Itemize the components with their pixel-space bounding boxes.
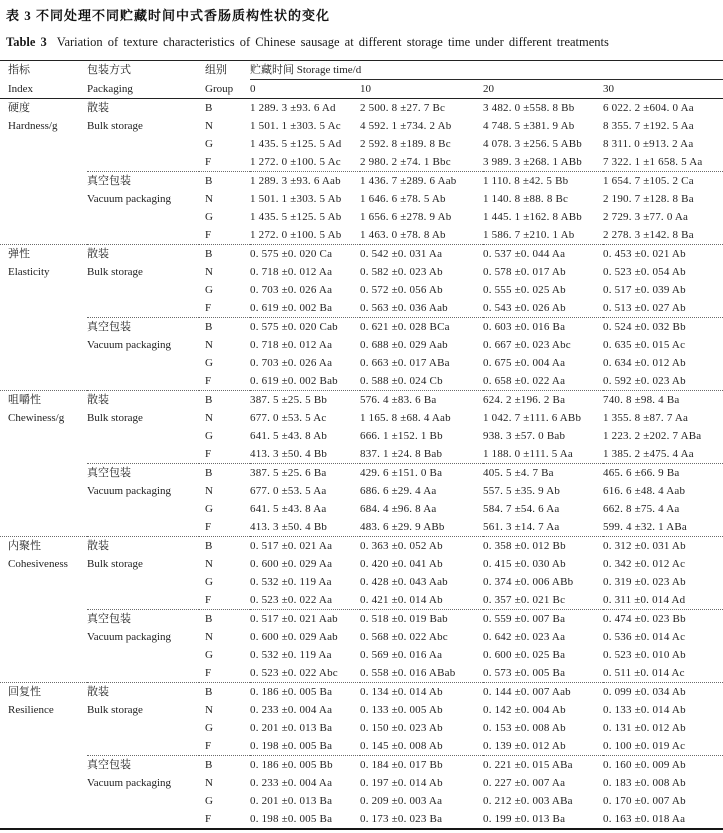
table-row <box>0 464 723 483</box>
value-cell: 1 289. 3 ±93. 6 Ad <box>250 102 336 114</box>
index-label-cn: 内聚性 <box>8 540 41 552</box>
index-label-cn: 硬度 <box>8 102 30 114</box>
texture-characteristics-table <box>0 60 723 830</box>
packaging-label-en: Bulk storage <box>87 266 143 278</box>
value-cell: 0. 517 ±0. 021 Aab <box>250 613 338 625</box>
packaging-cell <box>87 464 199 537</box>
group-cell: B <box>205 394 213 406</box>
value-cell: 405. 5 ±4. 7 Ba <box>483 467 554 479</box>
value-cell: 8 355. 7 ±192. 5 Aa <box>603 120 694 132</box>
value-cell: 0. 658 ±0. 022 Aa <box>483 372 603 391</box>
value-cell: 483. 6 ±29. 9 ABb <box>360 518 483 537</box>
packaging-label-en: Bulk storage <box>87 704 143 716</box>
group-cell: B <box>205 175 213 187</box>
header-index-cn: 指标 <box>8 64 30 76</box>
value-cell: 0. 621 ±0. 028 BCa <box>360 321 450 333</box>
value-cell: 0. 221 ±0. 015 ABa <box>483 759 573 771</box>
value-cell: 0. 131 ±0. 012 Ab <box>603 722 686 734</box>
value-cell: 1 289. 3 ±93. 6 Aab <box>250 175 341 187</box>
index-label-cn: 弹性 <box>8 248 30 260</box>
value-cell: 2 500. 8 ±27. 7 Bc <box>360 102 446 114</box>
header-time-0: 0 <box>250 80 360 99</box>
value-cell: 576. 4 ±83. 6 Ba <box>360 394 437 406</box>
value-cell: 0. 150 ±0. 023 Ab <box>360 722 443 734</box>
value-cell: 0. 524 ±0. 032 Bb <box>603 321 686 333</box>
packaging-label-cn: 散装 <box>87 540 109 552</box>
group-cell: F <box>199 664 250 683</box>
value-cell: 1 463. 0 ±78. 8 Ab <box>360 226 483 245</box>
index-cell <box>0 245 87 391</box>
index-label-en: Elasticity <box>8 266 50 278</box>
value-cell: 0. 163 ±0. 018 Aa <box>603 813 686 825</box>
packaging-cell <box>87 245 199 318</box>
value-cell: 0. 421 ±0. 014 Ab <box>360 591 483 610</box>
value-cell: 1 042. 7 ±111. 6 ABb <box>483 412 582 424</box>
value-cell: 641. 5 ±43. 8 Ab <box>250 430 328 442</box>
index-label-cn: 咀嚼性 <box>8 394 41 406</box>
value-cell: 0. 144 ±0. 007 Aab <box>483 686 571 698</box>
group-cell: N <box>205 193 213 205</box>
value-cell: 0. 153 ±0. 008 Ab <box>483 722 566 734</box>
packaging-label-cn: 散装 <box>87 394 109 406</box>
value-cell: 0. 569 ±0. 016 Aa <box>360 649 443 661</box>
table-row <box>0 172 723 191</box>
value-cell: 0. 212 ±0. 003 ABa <box>483 795 573 807</box>
value-cell: 0. 663 ±0. 017 ABa <box>360 357 450 369</box>
group-cell: B <box>205 467 213 479</box>
group-cell: F <box>199 153 250 172</box>
value-cell: 0. 563 ±0. 036 Aab <box>360 299 483 318</box>
value-cell: 7 322. 1 ±1 658. 5 Aa <box>603 153 723 172</box>
value-cell: 561. 3 ±14. 7 Aa <box>483 518 603 537</box>
value-cell: 3 989. 3 ±268. 1 ABb <box>483 153 603 172</box>
value-cell: 1 501. 1 ±303. 5 Ac <box>250 120 341 132</box>
packaging-label-en: Vacuum packaging <box>87 339 171 351</box>
value-cell: 0. 184 ±0. 017 Bb <box>360 759 443 771</box>
value-cell: 1 646. 6 ±78. 5 Ab <box>360 193 446 205</box>
value-cell: 0. 197 ±0. 014 Ab <box>360 777 443 789</box>
value-cell: 0. 703 ±0. 026 Aa <box>250 284 333 296</box>
value-cell: 0. 619 ±0. 002 Bab <box>250 372 360 391</box>
value-cell: 387. 5 ±25. 5 Bb <box>250 394 328 406</box>
value-cell: 0. 170 ±0. 007 Ab <box>603 795 686 807</box>
value-cell: 0. 233 ±0. 004 Aa <box>250 777 333 789</box>
value-cell: 0. 543 ±0. 026 Ab <box>483 299 603 318</box>
value-cell: 0. 523 ±0. 010 Ab <box>603 649 686 661</box>
table-row <box>0 537 723 556</box>
group-cell: F <box>199 445 250 464</box>
packaging-cell <box>87 610 199 683</box>
table-title-en-text: Variation of texture characteristics of Chinese sausage at different storage time under different treatments <box>56 35 609 49</box>
table-title-en <box>6 33 723 51</box>
group-cell: N <box>205 412 213 424</box>
value-cell: 0. 311 ±0. 014 Ad <box>603 591 723 610</box>
group-cell: B <box>205 321 213 333</box>
index-label-en: Hardness/g <box>8 120 58 132</box>
value-cell: 1 656. 6 ±278. 9 Ab <box>360 211 452 223</box>
value-cell: 616. 6 ±48. 4 Aab <box>603 485 686 497</box>
value-cell: 677. 0 ±53. 5 Aa <box>250 485 327 497</box>
value-cell: 0. 536 ±0. 014 Ac <box>603 631 686 643</box>
value-cell: 413. 3 ±50. 4 Bb <box>250 518 360 537</box>
packaging-cell <box>87 318 199 391</box>
value-cell: 677. 0 ±53. 5 Ac <box>250 412 327 424</box>
group-cell: F <box>199 737 250 756</box>
value-cell: 1 188. 0 ±111. 5 Aa <box>483 445 603 464</box>
value-cell: 641. 5 ±43. 8 Aa <box>250 503 327 515</box>
value-cell: 3 482. 0 ±558. 8 Bb <box>483 102 575 114</box>
table-row <box>0 245 723 264</box>
index-cell <box>0 683 87 830</box>
group-cell: G <box>205 576 213 588</box>
group-cell: F <box>199 299 250 318</box>
value-cell: 0. 227 ±0. 007 Aa <box>483 777 566 789</box>
value-cell: 0. 357 ±0. 021 Bc <box>483 591 603 610</box>
group-cell: N <box>205 339 213 351</box>
value-cell: 1 355. 8 ±87. 7 Aa <box>603 412 689 424</box>
value-cell: 429. 6 ±151. 0 Ba <box>360 467 443 479</box>
value-cell: 0. 233 ±0. 004 Aa <box>250 704 333 716</box>
value-cell: 1 223. 2 ±202. 7 ABa <box>603 430 702 442</box>
index-cell <box>0 99 87 245</box>
packaging-label-cn: 真空包装 <box>87 321 131 333</box>
value-cell: 1 385. 2 ±475. 4 Aa <box>603 445 723 464</box>
value-cell: 4 592. 1 ±734. 2 Ab <box>360 120 452 132</box>
packaging-label-en: Vacuum packaging <box>87 485 171 497</box>
value-cell: 0. 718 ±0. 012 Aa <box>250 266 333 278</box>
packaging-label-en: Vacuum packaging <box>87 193 171 205</box>
packaging-label-cn: 散装 <box>87 686 109 698</box>
value-cell: 2 729. 3 ±77. 0 Aa <box>603 211 689 223</box>
value-cell: 0. 145 ±0. 008 Ab <box>360 737 483 756</box>
value-cell: 0. 342 ±0. 012 Ac <box>603 558 686 570</box>
value-cell: 0. 667 ±0. 023 Abc <box>483 339 571 351</box>
table-row <box>0 610 723 629</box>
value-cell: 0. 198 ±0. 005 Ba <box>250 813 333 825</box>
value-cell: 0. 198 ±0. 005 Ba <box>250 737 360 756</box>
group-cell: G <box>205 649 213 661</box>
value-cell: 1 654. 7 ±105. 2 Ca <box>603 175 694 187</box>
packaging-label-cn: 散装 <box>87 102 109 114</box>
packaging-label-en: Vacuum packaging <box>87 631 171 643</box>
table-row <box>0 391 723 410</box>
value-cell: 0. 568 ±0. 022 Abc <box>360 631 448 643</box>
packaging-cell <box>87 683 199 756</box>
value-cell: 0. 319 ±0. 023 Ab <box>603 576 686 588</box>
index-cell <box>0 391 87 537</box>
value-cell: 624. 2 ±196. 2 Ba <box>483 394 566 406</box>
value-cell: 0. 575 ±0. 020 Cab <box>250 321 338 333</box>
header-row-cn <box>0 61 723 80</box>
value-cell: 0. 312 ±0. 031 Ab <box>603 540 686 552</box>
table-body <box>0 99 723 830</box>
group-cell: G <box>205 503 213 515</box>
value-cell: 0. 635 ±0. 015 Ac <box>603 339 686 351</box>
group-cell: G <box>205 284 213 296</box>
group-cell: G <box>205 795 213 807</box>
value-cell: 1 140. 8 ±88. 8 Bc <box>483 193 569 205</box>
value-cell: 0. 634 ±0. 012 Ab <box>603 357 686 369</box>
value-cell: 0. 559 ±0. 007 Ba <box>483 613 566 625</box>
value-cell: 2 278. 3 ±142. 8 Ba <box>603 226 723 245</box>
value-cell: 0. 582 ±0. 023 Ab <box>360 266 443 278</box>
header-time-20: 20 <box>483 80 603 99</box>
packaging-cell <box>87 391 199 464</box>
group-cell: F <box>199 372 250 391</box>
value-cell: 0. 518 ±0. 019 Bab <box>360 613 448 625</box>
value-cell: 0. 358 ±0. 012 Bb <box>483 540 566 552</box>
value-cell: 557. 5 ±35. 9 Ab <box>483 485 561 497</box>
value-cell: 0. 100 ±0. 019 Ac <box>603 737 723 756</box>
index-label-en: Chewiness/g <box>8 412 65 424</box>
group-cell: N <box>205 266 213 278</box>
packaging-label-en: Bulk storage <box>87 120 143 132</box>
packaging-label-cn: 真空包装 <box>87 175 131 187</box>
value-cell: 0. 453 ±0. 021 Ab <box>603 248 686 260</box>
value-cell: 0. 134 ±0. 014 Ab <box>360 686 443 698</box>
value-cell: 0. 517 ±0. 021 Aa <box>250 540 333 552</box>
value-cell: 387. 5 ±25. 6 Ba <box>250 467 327 479</box>
value-cell: 0. 517 ±0. 039 Ab <box>603 284 686 296</box>
index-label-en: Resilience <box>8 704 54 716</box>
header-index-en: Index <box>0 80 87 99</box>
value-cell: 0. 600 ±0. 029 Aa <box>250 558 333 570</box>
packaging-label-cn: 真空包装 <box>87 759 131 771</box>
value-cell: 0. 555 ±0. 025 Ab <box>483 284 566 296</box>
value-cell: 0. 199 ±0. 013 Ba <box>483 813 566 825</box>
value-cell: 0. 600 ±0. 029 Aab <box>250 631 338 643</box>
value-cell: 0. 133 ±0. 014 Ab <box>603 704 686 716</box>
value-cell: 2 592. 8 ±189. 8 Bc <box>360 138 451 150</box>
value-cell: 0. 675 ±0. 004 Aa <box>483 357 566 369</box>
group-cell: F <box>205 813 212 825</box>
value-cell: 0. 642 ±0. 023 Aa <box>483 631 566 643</box>
value-cell: 0. 523 ±0. 022 Abc <box>250 664 360 683</box>
index-cell <box>0 537 87 683</box>
value-cell: 686. 6 ±29. 4 Aa <box>360 485 437 497</box>
group-cell: N <box>205 631 213 643</box>
packaging-label-en: Bulk storage <box>87 412 143 424</box>
value-cell: 0. 099 ±0. 034 Ab <box>603 686 686 698</box>
value-cell: 0. 537 ±0. 044 Aa <box>483 248 566 260</box>
value-cell: 662. 8 ±75. 4 Aa <box>603 503 680 515</box>
value-cell: 0. 573 ±0. 005 Ba <box>483 664 603 683</box>
value-cell: 2 980. 2 ±74. 1 Bbc <box>360 153 483 172</box>
group-cell: B <box>205 102 213 114</box>
group-cell: B <box>205 248 213 260</box>
value-cell: 1 435. 5 ±125. 5 Ab <box>250 211 342 223</box>
value-cell: 0. 532 ±0. 119 Aa <box>250 649 332 661</box>
table-row <box>0 683 723 702</box>
group-cell: N <box>205 558 213 570</box>
value-cell: 1 445. 1 ±162. 8 ABb <box>483 211 582 223</box>
header-group-en: Group <box>199 80 250 99</box>
value-cell: 0. 513 ±0. 027 Ab <box>603 299 723 318</box>
value-cell: 0. 209 ±0. 003 Aa <box>360 795 443 807</box>
packaging-cell <box>87 99 199 172</box>
value-cell: 0. 511 ±0. 014 Ac <box>603 664 723 683</box>
group-cell: B <box>205 540 213 552</box>
value-cell: 0. 588 ±0. 024 Cb <box>360 372 483 391</box>
value-cell: 0. 374 ±0. 006 ABb <box>483 576 574 588</box>
value-cell: 0. 523 ±0. 022 Aa <box>250 591 360 610</box>
value-cell: 1 435. 5 ±125. 5 Ad <box>250 138 342 150</box>
value-cell: 0. 363 ±0. 052 Ab <box>360 540 443 552</box>
value-cell: 0. 578 ±0. 017 Ab <box>483 266 566 278</box>
group-cell: G <box>205 138 213 150</box>
value-cell: 465. 6 ±66. 9 Ba <box>603 467 680 479</box>
value-cell: 0. 572 ±0. 056 Ab <box>360 284 443 296</box>
table-header <box>0 61 723 99</box>
value-cell: 0. 703 ±0. 026 Aa <box>250 357 333 369</box>
value-cell: 0. 173 ±0. 023 Ba <box>360 813 443 825</box>
value-cell: 0. 718 ±0. 012 Aa <box>250 339 333 351</box>
value-cell: 0. 688 ±0. 029 Aab <box>360 339 448 351</box>
group-cell: G <box>205 722 213 734</box>
value-cell: 0. 558 ±0. 016 ABab <box>360 664 483 683</box>
group-cell: G <box>205 211 213 223</box>
value-cell: 0. 186 ±0. 005 Ba <box>250 686 333 698</box>
value-cell: 740. 8 ±98. 4 Ba <box>603 394 680 406</box>
table-row <box>0 99 723 118</box>
group-cell: N <box>205 485 213 497</box>
value-cell: 0. 428 ±0. 043 Aab <box>360 576 448 588</box>
value-cell: 584. 7 ±54. 6 Aa <box>483 503 560 515</box>
group-cell: F <box>199 518 250 537</box>
group-cell: G <box>205 430 213 442</box>
value-cell: 1 165. 8 ±68. 4 Aab <box>360 412 451 424</box>
group-cell: G <box>205 357 213 369</box>
packaging-label-en: Bulk storage <box>87 558 143 570</box>
value-cell: 0. 542 ±0. 031 Aa <box>360 248 443 260</box>
value-cell: 0. 186 ±0. 005 Bb <box>250 759 333 771</box>
value-cell: 1 501. 1 ±303. 5 Ab <box>250 193 342 205</box>
packaging-label-cn: 真空包装 <box>87 467 131 479</box>
value-cell: 0. 575 ±0. 020 Ca <box>250 248 333 260</box>
header-row-en <box>0 80 723 99</box>
value-cell: 0. 600 ±0. 025 Ba <box>483 649 566 661</box>
group-cell: F <box>199 591 250 610</box>
packaging-cell <box>87 172 199 245</box>
value-cell: 1 110. 8 ±42. 5 Bb <box>483 175 569 187</box>
value-cell: 1 586. 7 ±210. 1 Ab <box>483 226 603 245</box>
group-cell: N <box>205 120 213 132</box>
index-label-cn: 回复性 <box>8 686 41 698</box>
value-cell: 0. 474 ±0. 023 Bb <box>603 613 686 625</box>
table-title-en-label: Table 3 <box>6 35 47 49</box>
packaging-label-cn: 真空包装 <box>87 613 131 625</box>
value-cell: 0. 619 ±0. 002 Ba <box>250 299 360 318</box>
group-cell: N <box>205 777 213 789</box>
value-cell: 2 190. 7 ±128. 8 Ba <box>603 193 694 205</box>
table-title-cn: 表 3 不同处理不同贮藏时间中式香肠质构性状的变化 <box>6 8 331 23</box>
packaging-label-en: Vacuum packaging <box>87 777 171 789</box>
value-cell: 0. 523 ±0. 054 Ab <box>603 266 686 278</box>
header-time-10: 10 <box>360 80 483 99</box>
value-cell: 0. 133 ±0. 005 Ab <box>360 704 443 716</box>
value-cell: 0. 592 ±0. 023 Ab <box>603 372 723 391</box>
value-cell: 684. 4 ±96. 8 Aa <box>360 503 437 515</box>
value-cell: 0. 420 ±0. 041 Ab <box>360 558 443 570</box>
value-cell: 0. 603 ±0. 016 Ba <box>483 321 566 333</box>
value-cell: 413. 3 ±50. 4 Bb <box>250 445 360 464</box>
value-cell: 0. 415 ±0. 030 Ab <box>483 558 566 570</box>
packaging-cell <box>87 537 199 610</box>
value-cell: 938. 3 ±57. 0 Bab <box>483 430 566 442</box>
value-cell: 6 022. 2 ±604. 0 Aa <box>603 102 694 114</box>
packaging-label-cn: 散装 <box>87 248 109 260</box>
value-cell: 4 748. 5 ±381. 9 Ab <box>483 120 575 132</box>
header-packaging-cn: 包装方式 <box>87 64 131 76</box>
group-cell: N <box>205 704 213 716</box>
value-cell: 599. 4 ±32. 1 ABa <box>603 518 723 537</box>
value-cell: 1 272. 0 ±100. 5 Ab <box>250 226 360 245</box>
table-row <box>0 318 723 337</box>
value-cell: 0. 142 ±0. 004 Ab <box>483 704 566 716</box>
header-group-cn: 组别 <box>205 64 227 76</box>
value-cell: 0. 139 ±0. 012 Ab <box>483 737 603 756</box>
index-label-en: Cohesiveness <box>8 558 68 570</box>
value-cell: 1 436. 7 ±289. 6 Aab <box>360 175 457 187</box>
value-cell: 0. 160 ±0. 009 Ab <box>603 759 686 771</box>
header-packaging-en: Packaging <box>87 80 199 99</box>
value-cell: 666. 1 ±152. 1 Bb <box>360 430 443 442</box>
value-cell: 1 272. 0 ±100. 5 Ac <box>250 153 360 172</box>
value-cell: 0. 532 ±0. 119 Aa <box>250 576 332 588</box>
value-cell: 837. 1 ±24. 8 Bab <box>360 445 483 464</box>
group-cell: B <box>205 686 213 698</box>
table-row <box>0 756 723 775</box>
group-cell: B <box>205 613 213 625</box>
group-cell: B <box>205 759 213 771</box>
value-cell: 4 078. 3 ±256. 5 ABb <box>483 138 582 150</box>
header-storage-time: 贮藏时间 Storage time/d <box>250 61 723 80</box>
packaging-cell <box>87 756 199 830</box>
value-cell: 0. 201 ±0. 013 Ba <box>250 795 333 807</box>
value-cell: 8 311. 0 ±913. 2 Aa <box>603 138 694 150</box>
header-time-30: 30 <box>603 80 723 99</box>
group-cell: F <box>199 226 250 245</box>
value-cell: 0. 201 ±0. 013 Ba <box>250 722 333 734</box>
value-cell: 0. 183 ±0. 008 Ab <box>603 777 686 789</box>
